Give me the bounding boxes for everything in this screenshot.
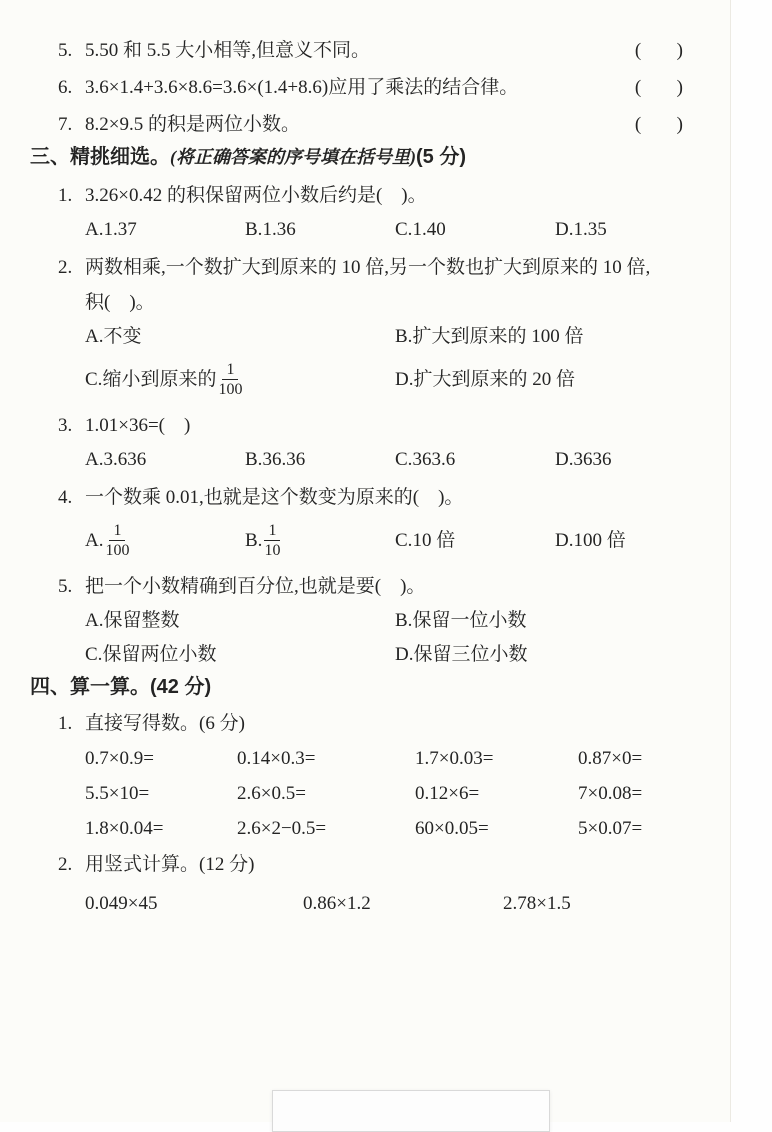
question-line xyxy=(58,257,730,279)
mental-math-grid xyxy=(30,748,730,840)
math-expression: 0.12×6= xyxy=(415,783,480,804)
option xyxy=(395,219,555,241)
option xyxy=(245,521,395,560)
sub-number: 2. xyxy=(58,854,73,875)
section-calc-title: 四、算一算。 xyxy=(30,676,150,698)
option-label: B. xyxy=(245,529,263,551)
option-label: B. xyxy=(395,326,413,347)
question-text: 1.01×36=( ) xyxy=(85,415,191,436)
options-row xyxy=(85,610,730,632)
question-text-line2: 积( )。 xyxy=(85,292,155,313)
item-text: 3.6×1.4+3.6×8.6=3.6×(1.4+8.6)应用了乘法的结合律。 xyxy=(85,77,519,98)
section-calc-points: (42 分) xyxy=(150,676,212,698)
option-text: 363.6 xyxy=(412,449,456,470)
choice-question xyxy=(58,415,730,471)
math-expression: 1.7×0.03= xyxy=(415,748,494,769)
math-expression: 5×0.07= xyxy=(578,818,643,839)
section-calc-header xyxy=(30,675,730,699)
option xyxy=(85,326,395,348)
fraction xyxy=(105,521,129,560)
math-expression: 1.8×0.04= xyxy=(85,818,164,839)
math-expression: 0.87×0= xyxy=(578,748,643,769)
option-label: C. xyxy=(85,644,103,665)
options-row xyxy=(85,521,730,560)
section-choice-points: (5 分) xyxy=(416,146,466,168)
question-line xyxy=(58,487,730,509)
math-expression: 60×0.05= xyxy=(415,818,489,839)
item-number: 6. xyxy=(58,77,73,98)
choice-question xyxy=(58,487,730,560)
sub-points: (6 分) xyxy=(199,713,245,734)
choice-question xyxy=(58,257,730,399)
option-label: B. xyxy=(245,219,263,240)
option xyxy=(395,326,583,348)
section-choice-header xyxy=(30,145,730,169)
section-choice-title: 三、精挑细选。 xyxy=(30,146,170,168)
truefalse-section xyxy=(30,40,730,136)
mental-math-row xyxy=(85,818,730,840)
question-line xyxy=(58,415,730,437)
option-label: C. xyxy=(395,449,413,470)
truefalse-item xyxy=(58,40,730,62)
fraction-denominator: 10 xyxy=(264,542,281,559)
answer-blank: ( ) xyxy=(634,114,684,135)
math-expression: 7×0.08= xyxy=(578,783,643,804)
bottom-cutoff-panel xyxy=(272,1090,550,1132)
option xyxy=(85,449,245,471)
math-expression: 0.049×45 xyxy=(85,893,158,914)
option-text: 1.40 xyxy=(412,219,446,240)
truefalse-item xyxy=(58,114,730,136)
question-text: 一个数乘 0.01,也就是这个数变为原来的( )。 xyxy=(85,487,464,508)
options-row xyxy=(85,219,730,241)
option-text: 扩大到原来的 20 倍 xyxy=(413,368,575,390)
calc-sub2-header xyxy=(58,854,730,876)
option-label: C. xyxy=(395,219,413,240)
option-label: B. xyxy=(245,449,263,470)
option-text: 36.36 xyxy=(262,449,306,470)
math-expression: 2.78×1.5 xyxy=(503,893,571,914)
option-text: 3.636 xyxy=(103,449,147,470)
options-row xyxy=(85,326,730,348)
option-label: D. xyxy=(395,644,414,665)
item-text: 5.50 和 5.5 大小相等,但意义不同。 xyxy=(85,40,371,61)
option-text: 1.36 xyxy=(262,219,296,240)
fraction-numerator: 1 xyxy=(109,521,125,541)
option-text: 3636 xyxy=(573,449,612,470)
option xyxy=(395,369,575,391)
question-number: 2. xyxy=(58,257,73,278)
option-label: A. xyxy=(85,610,104,631)
vertical-calculation-row xyxy=(85,893,730,915)
option-label: B. xyxy=(395,610,413,631)
option xyxy=(395,610,526,632)
fraction-numerator: 1 xyxy=(222,360,238,380)
option-text: 缩小到原来的 xyxy=(102,368,217,390)
option-text: 保留一位小数 xyxy=(412,610,527,631)
question-line xyxy=(58,185,730,207)
options-row xyxy=(85,449,730,471)
option-label: C. xyxy=(85,368,103,390)
option-text: 100 倍 xyxy=(573,529,626,551)
math-expression: 2.6×2−0.5= xyxy=(237,818,327,839)
option xyxy=(395,449,555,471)
answer-blank: ( ) xyxy=(634,77,684,98)
option xyxy=(85,644,395,666)
option-label: D. xyxy=(395,368,414,390)
page-edge-strip xyxy=(730,0,772,1122)
option xyxy=(85,610,395,632)
option xyxy=(85,360,395,399)
truefalse-item xyxy=(58,77,730,99)
option-label: A. xyxy=(85,326,104,347)
math-expression: 0.86×1.2 xyxy=(303,893,371,914)
choice-question xyxy=(58,576,730,666)
question-number: 5. xyxy=(58,576,73,597)
sub-number: 1. xyxy=(58,713,73,734)
fraction-numerator: 1 xyxy=(264,521,280,541)
math-expression: 2.6×0.5= xyxy=(237,783,306,804)
question-number: 4. xyxy=(58,487,73,508)
option-text: 1.35 xyxy=(573,219,607,240)
option-label: C. xyxy=(395,529,413,551)
option-text: 保留两位小数 xyxy=(102,644,217,665)
option-label: D. xyxy=(555,219,574,240)
option-text: 扩大到原来的 100 倍 xyxy=(412,326,584,347)
fraction-denominator: 100 xyxy=(218,381,243,398)
option-label: D. xyxy=(555,449,574,470)
option xyxy=(395,530,555,552)
choice-question xyxy=(58,185,730,241)
option-label: D. xyxy=(555,529,574,551)
sub-points: (12 分) xyxy=(199,854,255,875)
question-text: 3.26×0.42 的积保留两位小数后约是( )。 xyxy=(85,185,427,206)
fraction xyxy=(264,521,280,560)
fraction xyxy=(218,360,242,399)
math-expression: 5.5×10= xyxy=(85,783,150,804)
option xyxy=(555,449,611,471)
item-text: 8.2×9.5 的积是两位小数。 xyxy=(85,114,300,135)
choice-question-list xyxy=(30,185,730,666)
option xyxy=(555,530,626,552)
option-label: A. xyxy=(85,449,104,470)
question-text: 把一个小数精确到百分位,也就是要( )。 xyxy=(85,576,426,597)
calc-sub1-header xyxy=(58,713,730,735)
math-expression: 0.7×0.9= xyxy=(85,748,154,769)
option-text: 保留三位小数 xyxy=(413,644,528,665)
mental-math-row xyxy=(85,783,730,805)
answer-blank: ( ) xyxy=(634,40,684,61)
option-label: A. xyxy=(85,529,104,551)
options-row xyxy=(85,360,730,399)
question-text: 两数相乘,一个数扩大到原来的 10 倍,另一个数也扩大到原来的 10 倍, xyxy=(85,257,651,278)
option xyxy=(555,219,607,241)
sub-title: 直接写得数。 xyxy=(85,713,200,734)
fraction-denominator: 100 xyxy=(105,542,130,559)
item-number: 5. xyxy=(58,40,73,61)
option-text: 1.37 xyxy=(103,219,137,240)
option-text: 保留整数 xyxy=(103,610,180,631)
options-row xyxy=(85,644,730,666)
question-number: 3. xyxy=(58,415,73,436)
option xyxy=(85,521,245,560)
section-choice-instruction: (将正确答案的序号填在括号里) xyxy=(170,147,416,167)
option-text: 不变 xyxy=(103,326,142,347)
sub-title: 用竖式计算。 xyxy=(85,854,200,875)
option-label: A. xyxy=(85,219,104,240)
math-expression: 0.14×0.3= xyxy=(237,748,316,769)
item-number: 7. xyxy=(58,114,73,135)
option xyxy=(245,219,395,241)
question-line xyxy=(58,576,730,598)
option xyxy=(245,449,395,471)
option xyxy=(395,644,528,666)
question-number: 1. xyxy=(58,185,73,206)
option-text: 10 倍 xyxy=(412,529,456,551)
option xyxy=(85,219,245,241)
mental-math-row xyxy=(85,748,730,770)
